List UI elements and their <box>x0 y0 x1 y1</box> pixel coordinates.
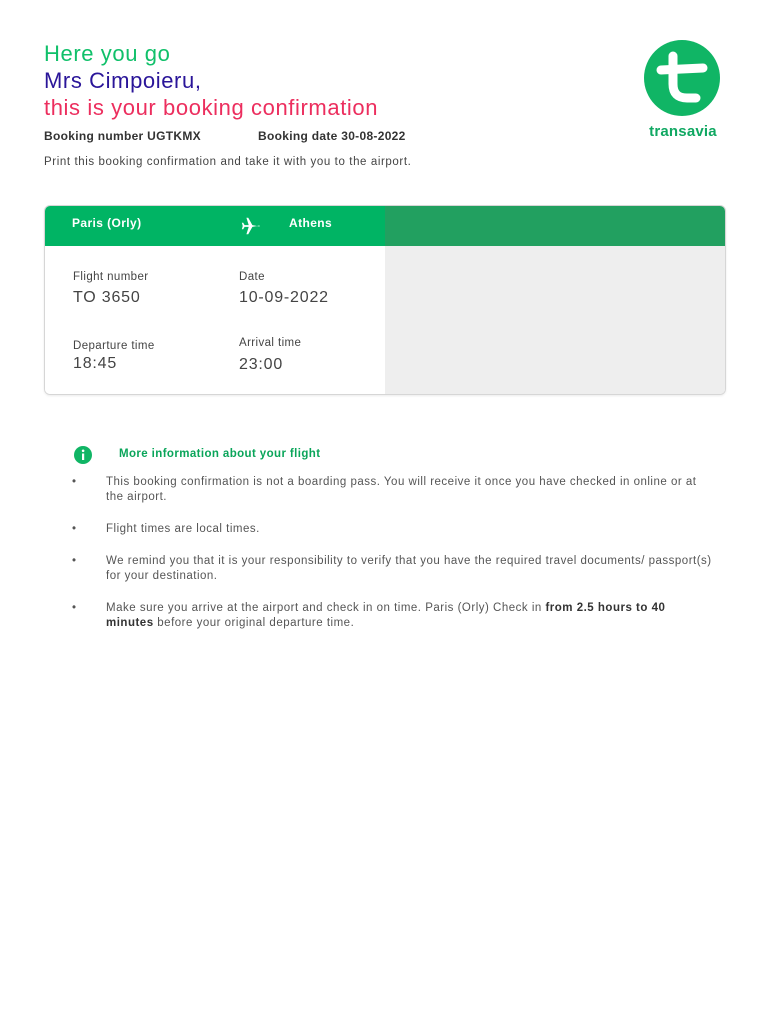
flight-number-label: Flight number <box>73 271 149 283</box>
airplane-icon <box>240 215 262 237</box>
booking-number: Booking number UGTKMX <box>44 129 201 143</box>
destination-airport: Athens <box>289 216 333 230</box>
list-item-text-end: before your original departure time. <box>153 617 355 629</box>
list-item-text: Flight times are local times. <box>106 523 260 535</box>
bullet: • <box>72 523 77 535</box>
transavia-logo <box>640 40 726 140</box>
check-in-window: from 2.5 hours to 40 minutes <box>106 602 666 629</box>
route-bar <box>45 206 385 246</box>
departure-time-label: Departure time <box>73 340 155 352</box>
greeting-line-1: Here you go <box>44 41 171 66</box>
list-item <box>72 554 712 584</box>
info-list <box>72 475 712 648</box>
list-item-text: We remind you that it is your responsibility to verify that you have the required travel documents/ passport(s) for your destination. <box>106 555 712 582</box>
logo-text: transavia <box>649 123 717 140</box>
list-item-text: Make sure you arrive at the airport and check in on time. Paris (Orly) Check in <box>106 602 546 614</box>
list-item <box>72 601 712 631</box>
info-icon <box>74 446 92 464</box>
flight-details-panel <box>45 206 385 394</box>
arrival-time-label: Arrival time <box>239 337 302 349</box>
bullet: • <box>72 555 77 567</box>
flight-extra-panel <box>385 206 725 394</box>
bullet: • <box>72 602 77 614</box>
customer-name: Mrs Cimpoieru, <box>44 68 202 93</box>
page-title: this is your booking confirmation <box>44 95 379 120</box>
route-bar-extension <box>385 206 725 246</box>
arrival-time: 23:00 <box>239 356 284 373</box>
list-item <box>72 522 712 537</box>
print-instruction: Print this booking confirmation and take it with you to the airport. <box>44 156 412 168</box>
flight-date-label: Date <box>239 271 265 283</box>
departure-time: 18:45 <box>73 355 118 372</box>
greeting <box>44 40 378 121</box>
list-item-text: This booking confirmation is not a boarding pass. You will receive it once you have checked in online or at the airport. <box>106 476 697 503</box>
transavia-t-logo-icon <box>640 40 724 116</box>
flight-card <box>44 205 726 395</box>
info-title: More information about your flight <box>119 448 321 460</box>
list-item <box>72 475 712 505</box>
flight-date: 10-09-2022 <box>239 289 329 306</box>
flight-number: TO 3650 <box>73 289 141 306</box>
bullet: • <box>72 476 77 488</box>
origin-airport: Paris (Orly) <box>72 216 142 230</box>
booking-date: Booking date 30-08-2022 <box>258 129 406 143</box>
